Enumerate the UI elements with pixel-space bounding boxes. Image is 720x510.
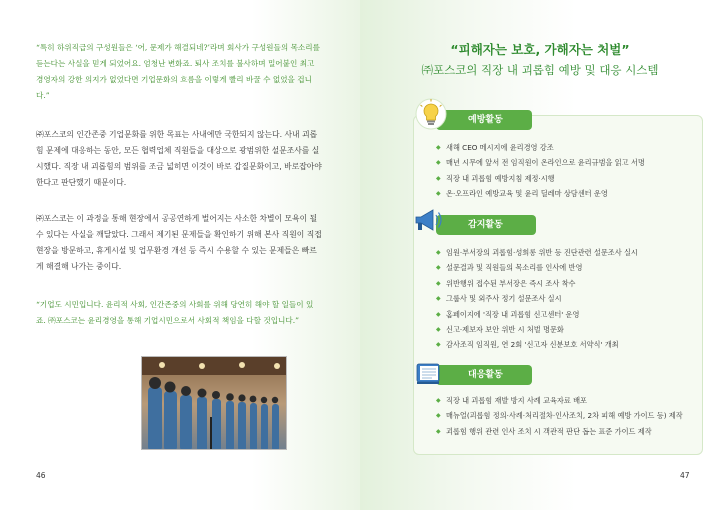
list-item: ◆ 감사조직 임직원, 연 2회 '신고자 신분보호 서약식' 개최 <box>436 337 638 352</box>
response-list <box>436 393 683 439</box>
list-item: ◆ 설문결과 및 직원들의 목소리를 인사에 반영 <box>436 260 638 275</box>
list-item: ◆ 괴롭힘 행위 관련 인사 조치 시 객관적 판단 돕는 표준 가이드 제작 <box>436 424 683 439</box>
book-icon <box>412 355 446 389</box>
list-item: ◆ 매뉴얼(괴롭힘 정의·사례·처리절차·인사조치, 2차 피해 예방 가이드 등) 제작 <box>436 408 683 423</box>
body-paragraph-2: ㈜포스코는 이 과정을 통해 현장에서 공공연하게 벌어지는 사소한 차별이 모욕이 될 수 있다는 사실을 깨달았다. 그래서 제기된 문제들을 확인하기 위해 본사 직원이 직접 현장을 방문하고, 휴게시설 및 업무환경 개선 등 즉시 수용할 수 있는 문제들은 빠르게 해결해 나가는 중이다. <box>36 214 322 271</box>
ceremony-photo <box>141 356 287 450</box>
lightbulb-icon <box>414 97 448 131</box>
list-item: ◆ 임원·부서장의 괴롭힘·성희롱 위반 등 진단관련 설문조사 실시 <box>436 245 638 260</box>
list-item: ◆ 그룹사 및 외주사 정기 설문조사 실시 <box>436 291 638 306</box>
ceremony-photo-image <box>142 357 287 450</box>
megaphone-icon <box>410 203 444 237</box>
section-label-text: 대응활동 <box>468 370 503 380</box>
body-paragraph-1: ㈜포스코의 인간존중 기업문화를 위한 목표는 사내에만 국한되지 않는다. 사내 괴롭힘 문제에 대응하는 동안, 모든 협력업체 직원들을 대상으로 광범위한 설문조사를 실시했다. 직장 내 괴롭힘의 범위를 조금 넓히면 이것이 바로 갑질문화이고, 바로잡아야 한다고 판단했기 때문이다. <box>36 130 322 187</box>
list-item: ◆ 새해 CEO 메시지에 윤리경영 강조 <box>436 140 645 155</box>
page-number-right: 47 <box>680 471 690 480</box>
list-item: ◆ 온·오프라인 예방교육 및 윤리 딜레마 상담센터 운영 <box>436 186 645 201</box>
list-item: ◆ 매년 시무에 앞서 전 임직원이 온라인으로 윤리규범을 읽고 서명 <box>436 155 645 170</box>
prevention-list <box>436 140 645 202</box>
list-item: ◆ 직장 내 괴롭힘 재발 방지 사례 교육자료 배포 <box>436 393 683 408</box>
list-item: ◆ 홈페이지에 '직장 내 괴롭힘 신고센터' 운영 <box>436 307 638 322</box>
page-title: “피해자는 보호, 가해자는 처벌” <box>450 42 630 57</box>
list-item: ◆ 직장 내 괴롭힘 예방지침 제정·시행 <box>436 171 645 186</box>
section-label-response <box>436 365 532 385</box>
section-label-detection <box>436 215 536 235</box>
section-label-text: 감지활동 <box>468 220 503 230</box>
page-subtitle: ㈜포스코의 직장 내 괴롭힘 예방 및 대응 시스템 <box>421 63 659 77</box>
intro-quote: “특히 하위직급의 구성원들은 ‘어, 문제가 해결되네?’라며 회사가 구성원들의 목소리를 듣는다는 사실을 믿게 되었어요. 엄청난 변화죠. 퇴사 조치를 불사하며 밀어붙인 최고경영자의 강한 의지가 없었다면 기업문화의 흐름을 이렇게 빨리 바꿀 수 없었을 겁니다.” <box>36 43 320 100</box>
section-label-text: 예방활동 <box>468 115 503 125</box>
section-label-prevention <box>436 110 532 130</box>
detection-list <box>436 245 638 353</box>
list-item: ◆ 신고·제보자 보안 위반 시 처벌 명문화 <box>436 322 638 337</box>
page-number-left: 46 <box>36 471 46 480</box>
list-item: ◆ 위반행위 접수된 부서장은 즉시 조사 착수 <box>436 276 638 291</box>
closing-quote: “기업도 시민입니다. 윤리적 사회, 인간존중의 사회를 위해 당연히 해야 할 일들이 있죠. ㈜포스코는 윤리경영을 통해 기업시민으로서 사회적 책임을 다할 것입니다.” <box>36 300 314 325</box>
